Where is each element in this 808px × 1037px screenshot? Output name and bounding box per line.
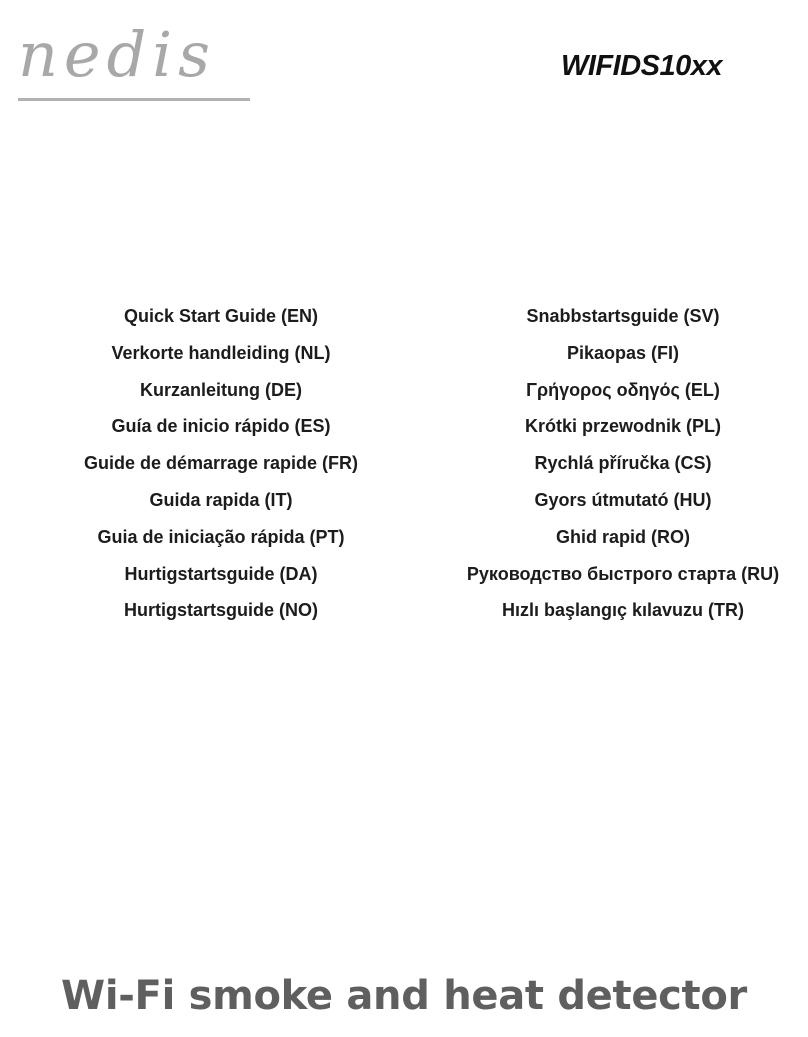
guide-item-no: Hurtigstartsguide (NO) bbox=[123, 600, 318, 621]
guide-item-fr: Guide de démarrage rapide (FR) bbox=[83, 453, 359, 474]
brand-logo-underline bbox=[18, 98, 250, 101]
guide-item-ro: Ghid rapid (RO) bbox=[556, 526, 690, 547]
model-number: WIFIDS10xx bbox=[561, 50, 722, 82]
guide-item-es: Guía de inicio rápido (ES) bbox=[111, 416, 331, 437]
guide-item-pt: Guia de iniciação rápida (PT) bbox=[97, 526, 345, 547]
brand-logo-wordmark: nedis bbox=[18, 18, 216, 91]
guide-item-ru: Руководство быстрого старта (RU) bbox=[466, 563, 780, 584]
guide-list-right bbox=[440, 298, 806, 629]
guide-item-tr: Hızlı başlangıç kılavuzu (TR) bbox=[501, 600, 745, 621]
guide-item-de: Kurzanleitung (DE) bbox=[140, 379, 302, 400]
guide-item-el: Γρήγορος οδηγός (EL) bbox=[526, 379, 720, 400]
guide-item-it: Guida rapida (IT) bbox=[149, 489, 293, 510]
guide-item-sv: Snabbstartsguide (SV) bbox=[526, 306, 720, 326]
guide-item-nl: Verkorte handleiding (NL) bbox=[111, 342, 331, 363]
guide-item-da: Hurtigstartsguide (DA) bbox=[124, 563, 318, 584]
guide-item-hu: Gyors útmutató (HU) bbox=[534, 489, 712, 510]
brand-logo bbox=[18, 20, 252, 104]
guide-item-pl: Krótki przewodnik (PL) bbox=[524, 416, 721, 437]
guide-item-en: Quick Start Guide (EN) bbox=[123, 306, 319, 326]
guide-item-cs: Rychlá příručka (CS) bbox=[534, 453, 712, 474]
guide-item-fi: Pikaopas (FI) bbox=[566, 342, 680, 363]
product-title: Wi-Fi smoke and heat detector bbox=[61, 973, 747, 1019]
guide-list-left bbox=[58, 298, 384, 629]
